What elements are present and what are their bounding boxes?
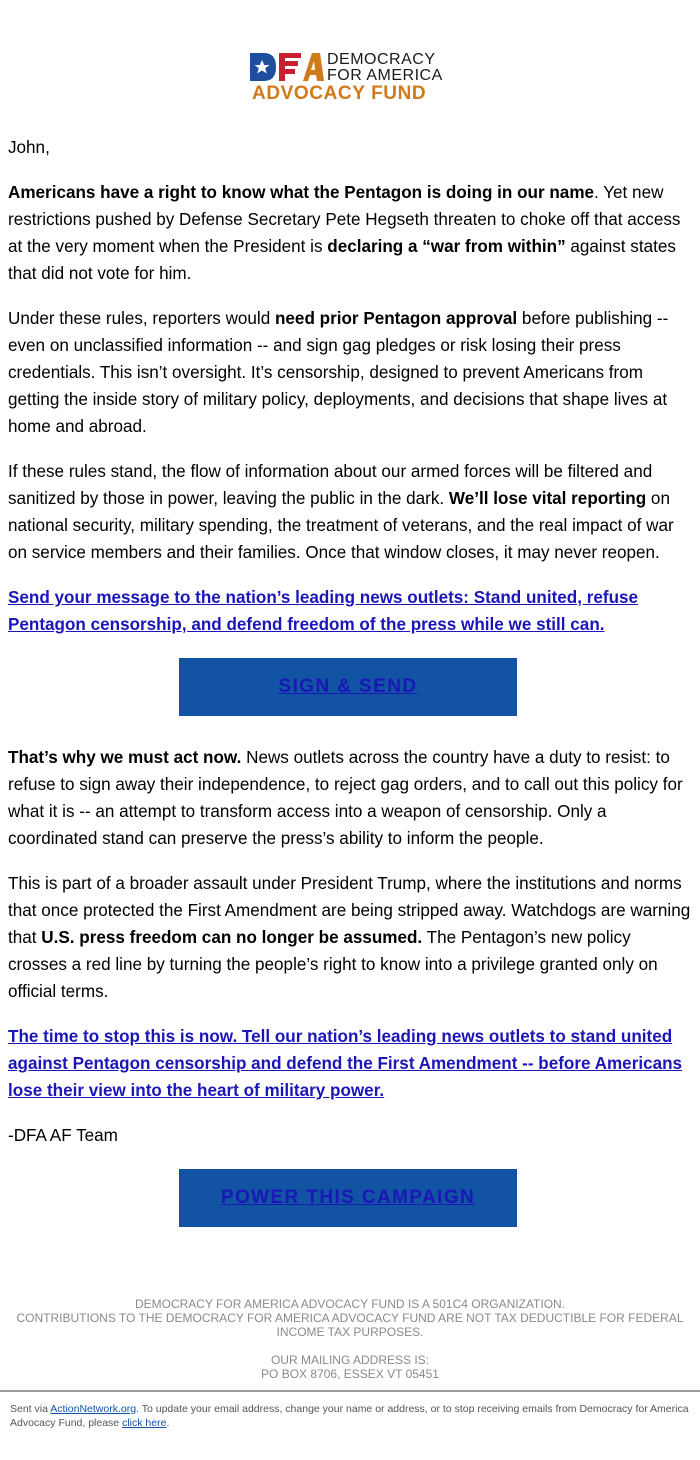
greeting-text: John, xyxy=(8,138,50,157)
send-message-link[interactable]: Send your message to the nation’s leading news outlets: Stand united, refuse Pentagon censorship, and defend freedom of the press while we still can. xyxy=(8,588,639,634)
paragraph-link-1 xyxy=(8,584,692,638)
sent-via-text: Sent via xyxy=(10,1403,51,1415)
paragraph-5 xyxy=(8,870,692,1005)
email-body xyxy=(8,134,692,1227)
signature xyxy=(8,1122,692,1149)
p1-end: against states that did not vote for him. xyxy=(8,237,676,283)
paragraph-link-2 xyxy=(8,1023,692,1104)
footer-tax-disclaimer: CONTRIBUTIONS TO THE DEMOCRACY FOR AMERICA ADVOCACY FUND ARE NOT TAX DEDUCTIBLE FOR FEDERAL INCOME TAX PURPOSES. xyxy=(16,1311,684,1339)
p5-text: The Pentagon’s new policy crosses a red line by turning the people’s right to know into a privilege granted only on official terms. xyxy=(8,928,658,1001)
stop-censorship-link[interactable]: The time to stop this is now. Tell our nation’s leading news outlets to stand united against Pentagon censorship and defend the First Amendment -- before Americans lose their view into the heart of military power. xyxy=(8,1027,683,1100)
p4-bold: That’s why we must act now. xyxy=(8,748,242,767)
logo-text-for-america: FOR AMERICA xyxy=(327,67,443,84)
logo-text-democracy: DEMOCRACY xyxy=(327,51,436,68)
p3-start: If these rules stand, the flow of information about our armed forces will be filtered and sanitized by those in power, leaving the public in the dark. xyxy=(8,462,653,508)
p2-start: Under these rules, reporters would xyxy=(8,309,275,328)
p5-start: This is part of a broader assault under President Trump, where the institutions and norms that once protected the First Amendment are being stripped away. Watchdogs are warning that xyxy=(8,874,691,947)
signature-text: -DFA AF Team xyxy=(8,1126,118,1145)
p3-text: on national security, military spending, the treatment of veterans, and the real impact of war on service members and their families. Once that window closes, it may never reopen. xyxy=(8,489,674,562)
unsubscribe-notice xyxy=(10,1402,690,1430)
p1-text: . Yet new restrictions pushed by Defense Secretary Pete Hegseth threaten to choke off that access at the very moment when the President is xyxy=(8,183,681,256)
paragraph-1 xyxy=(8,179,692,287)
footer-org-status: DEMOCRACY FOR AMERICA ADVOCACY FUND IS A 501C4 ORGANIZATION. xyxy=(134,1297,566,1311)
paragraph-2 xyxy=(8,305,692,440)
sign-and-send-button[interactable]: SIGN & SEND xyxy=(179,658,517,716)
unsubscribe-end: . xyxy=(166,1417,170,1429)
p1-bold-2: declaring a “war from within” xyxy=(327,237,566,256)
p2-text: before publishing -- even on unclassified information -- and sign gag pledges or risk losing their press credentials. This isn’t oversight. It’s censorship, designed to prevent Americans from getting the inside story of military policy, deployments, and decisions that shape lives at home and abroad. xyxy=(8,309,669,436)
actionnetwork-link[interactable]: ActionNetwork.org xyxy=(50,1403,137,1415)
p5-bold: U.S. press freedom can no longer be assumed. xyxy=(41,928,423,947)
footer-divider xyxy=(0,1390,700,1392)
p4-text: News outlets across the country have a duty to resist: to refuse to sign away their independence, to reject gag orders, and to call out this policy for what it is -- an attempt to transform access into a weapon of censorship. Only a coordinated stand can preserve the press’s ability to inform the people. xyxy=(8,748,683,848)
legal-footer xyxy=(0,1297,700,1381)
p2-bold: need prior Pentagon approval xyxy=(274,309,518,328)
paragraph-4 xyxy=(8,744,692,852)
greeting xyxy=(8,134,692,161)
dfa-logo-mark-icon xyxy=(250,52,324,82)
p3-bold: We’ll lose vital reporting xyxy=(448,489,647,508)
footer-mailing-label: OUR MAILING ADDRESS IS: xyxy=(270,1353,430,1367)
click-here-link[interactable]: click here xyxy=(122,1417,167,1429)
p1-bold: Americans have a right to know what the Pentagon is doing in our name xyxy=(8,183,595,202)
dfa-logo[interactable] xyxy=(250,50,450,108)
footer-mailing-address: PO BOX 8706, ESSEX VT 05451 xyxy=(261,1367,439,1381)
logo-text-advocacy-fund: ADVOCACY FUND xyxy=(252,83,427,104)
unsubscribe-text: . To update your email address, change your name or address, or to stop receiving emails from Democracy for America Advocacy Fund, please xyxy=(10,1403,689,1429)
power-this-campaign-button[interactable]: POWER THIS CAMPAIGN xyxy=(179,1169,517,1227)
paragraph-3 xyxy=(8,458,692,566)
